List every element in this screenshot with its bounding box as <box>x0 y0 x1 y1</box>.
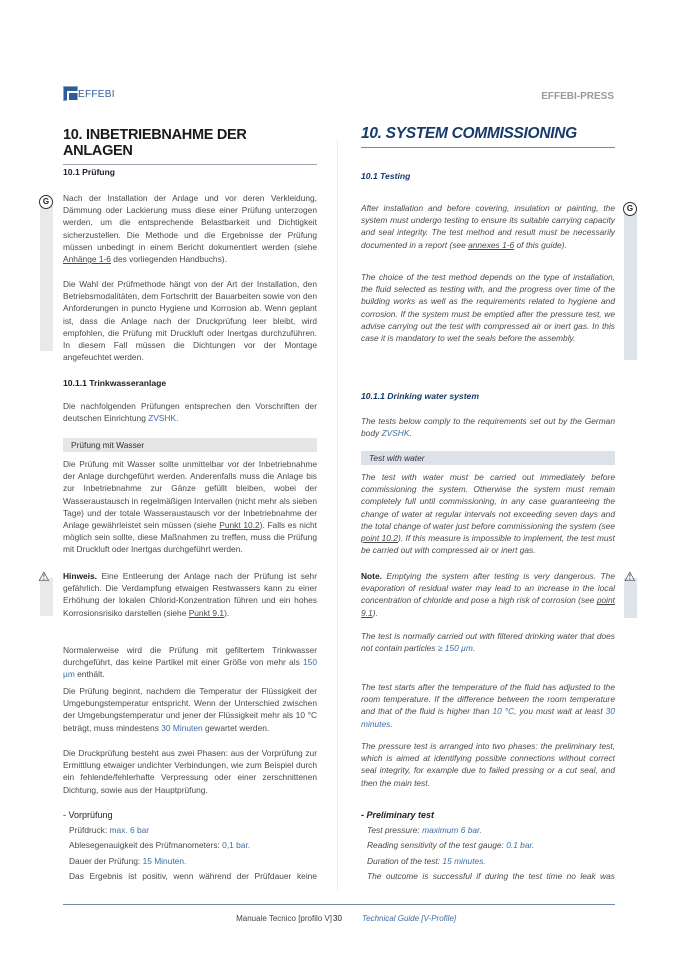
text: The test starts after the temperature of the fluid has adjusted to the room temperature. If the difference between the room temperature and that of the fluid is higher than <box>361 682 615 717</box>
general-sidebar-bar <box>624 212 637 360</box>
chapter-title-de: 10. INBETRIEBNAHME DER ANLAGEN <box>63 127 317 165</box>
paragraph <box>361 415 615 439</box>
warning-sidebar-bar <box>624 578 637 618</box>
logo-mark-icon <box>63 86 78 101</box>
text: Nach der Installation der Anlage und vor deren Verkleidung, Dämmung oder Lackierung muss diese einer Prüfung unterzogen werden, um die entsprechende Belastbarkeit und Dichtigkeit sicherzustellen. Die Methode und die Ergebnisse der Prüfung müssen unbedingt in einem Bericht dokumentiert werden (siehe <box>63 193 317 252</box>
text: gewartet werden. <box>202 722 270 733</box>
highlight: 0,1 bar. <box>222 840 251 851</box>
logo-text: EFFEBI <box>78 89 115 100</box>
note-label: Note. <box>361 571 382 581</box>
text: Die Wahl der Prüfmethode hängt von der Art der Installation, den Betriebsmodalitäten, dem Fortschritt der Bauarbeiten sowie von den Anforderungen in puncto Hygiene und Korrosion ab. Wenn geplant ist, dass die Anlage nach der Druckprüfung leer bleibt, wird empfohlen, die Prüfung mit Druckluft oder Inertgas durchzuführen. In diesem Fall müssen die Dichtungen vor der Montage angefeuchtet werden. <box>63 279 317 363</box>
list-item <box>361 870 615 882</box>
text: The pressure test is arranged into two phases: the preliminary test, which is aimed at identifying possible connections without correct seal integrity, for example due to failed pressing or a cut seal, and then the main test. <box>361 741 615 788</box>
section-title: 10.1 Testing <box>361 171 411 181</box>
list-title: - Vorprüfung <box>63 810 113 820</box>
highlight: 150 µm <box>63 657 317 680</box>
section-heading <box>361 170 615 182</box>
warning-icon: ⚠ <box>624 569 636 584</box>
text: Die Prüfung mit Wasser sollte unmittelbar vor der Inbetriebnahme der Anlage durchgeführt werden. Anderenfalls muss die Anlage bis zur Inbetriebnahme zur Gänze gefüllt bleiben, wobei der Wasseraustausch in regelmäßigen Intervallen (nicht mehr als sieben Tage) und der totale Wasseraustausch vor der Inbetriebnahme der Anlage gewährleistet sein müssen (siehe <box>63 459 317 531</box>
highlight: maximum 6 bar. <box>422 825 482 836</box>
text: Die nachfolgenden Prüfungen entsprechen den Vorschriften der deutschen Einrichtung <box>63 401 317 424</box>
text: The outcome is successful if during the test time no leak was <box>367 870 615 881</box>
brand-label: EFFEBI-PRESS <box>541 91 614 102</box>
highlight: 15 minutes. <box>442 855 486 866</box>
section-title: 10.1.1 Trinkwasseranlage <box>63 378 167 388</box>
text: Eine Entleerung der Anlage nach der Prüfung ist sehr gefährlich. Die Verdampfung etwaigen Restwassers kann zu einer Erhöhung der lokalen Chlorid-Konzentration führen und ein hohes Korrosionsrisiko darstellen (siehe <box>63 571 317 618</box>
paragraph <box>63 400 317 424</box>
text: . <box>472 643 476 654</box>
list-item <box>63 824 317 836</box>
text: des vorliegenden Handbuchs). <box>110 254 227 265</box>
text: Duration of the test: <box>367 855 443 866</box>
paragraph <box>63 685 317 734</box>
highlight: 15 Minuten. <box>142 855 187 866</box>
chapter-title-en: 10. SYSTEM COMMISSIONING <box>361 125 615 148</box>
list-item <box>63 839 317 851</box>
text: ). <box>224 607 230 618</box>
paragraph <box>63 458 317 556</box>
annex-link[interactable]: annexes 1-6 <box>468 239 515 250</box>
paragraph <box>63 747 317 796</box>
text: Die Druckprüfung besteht aus zwei Phasen: aus der Vorprüfung zur Ermittlung etwaiger undichter Verbindungen, wie zum Beispiel durch ein fehlende/fehlerhafte Verpressung oder einer zerschnittenen Dichtung, sowie aus der Hauptprüfung. <box>63 748 317 795</box>
paragraph <box>63 278 317 363</box>
text: Reading sensitivity of the test gauge: <box>367 840 507 851</box>
paragraph <box>361 202 615 251</box>
point-link[interactable]: Punkt 10.2 <box>219 520 260 531</box>
subsection-band <box>361 451 615 465</box>
text: Normalerweise wird die Prüfung mit gefiltertem Trinkwasser durchgeführt, das keine Partikel mit einer Größe von mehr als <box>63 645 317 668</box>
test-list <box>361 809 615 885</box>
paragraph <box>361 740 615 789</box>
section-title: 10.1 Prüfung <box>63 167 116 177</box>
highlight: 10 °C <box>492 706 515 717</box>
subsection-title: Prüfung mit Wasser <box>63 438 317 452</box>
point-link[interactable]: point 9.1 <box>361 595 615 618</box>
section-title: 10.1.1 Drinking water system <box>361 391 479 401</box>
section-heading <box>63 377 317 389</box>
text: Test pressure: <box>367 825 423 836</box>
point-link[interactable]: point 10.2 <box>361 533 398 544</box>
text: The test is normally carried out with filtered drinking water that does not contain particles <box>361 631 615 654</box>
section-heading <box>361 390 615 402</box>
footer-manual-de: Manuale Tecnico [profilo V] <box>236 914 332 923</box>
annex-link[interactable]: Anhänge 1-6 <box>63 254 111 265</box>
warning-note <box>361 570 615 619</box>
footer-manual-en: Technical Guide [V-Profile] <box>362 914 457 923</box>
page-number: 30 <box>333 914 342 923</box>
list-item <box>361 855 615 867</box>
column-divider <box>337 140 338 890</box>
text: . <box>176 413 179 424</box>
list-title: - Preliminary test <box>361 810 435 820</box>
text: Emptying the system after testing is very dangerous. The evaporation of residual water may lead to an increase in the local concentration of chloride and pose a high risk of corrosion (see <box>361 571 615 606</box>
effebi-logo <box>63 86 115 102</box>
section-heading <box>63 166 317 178</box>
general-sidebar-bar <box>40 205 53 351</box>
subsection-band <box>63 438 317 452</box>
subsection-title: Test with water <box>361 451 615 465</box>
test-list <box>63 809 317 885</box>
text: Das Ergebnis ist positiv, wenn während der Prüfdauer keine <box>69 870 317 881</box>
text: , you must wait at least <box>514 706 606 717</box>
footer-rule <box>63 904 615 905</box>
note-label: Hinweis. <box>63 571 97 581</box>
paragraph <box>63 644 317 681</box>
warning-icon: ⚠ <box>38 569 50 584</box>
list-item <box>361 839 615 851</box>
text: After installation and before covering, insulation or painting, the system must undergo testing to ensure its suitable carrying capacity and seal integrity. The test method and result must be necessarily documented in a report (see <box>361 203 615 250</box>
text: enthält. <box>74 669 105 680</box>
highlight: ZVSHK <box>381 428 410 439</box>
highlight: ZVSHK <box>148 413 177 424</box>
paragraph <box>361 630 615 654</box>
highlight: max. 6 bar <box>109 825 150 836</box>
general-marker-icon: G <box>623 202 637 216</box>
text: The choice of the test method depends on the type of installation, the fluid selected as testing with, and the progress over time of the building works as well as the requirements related to hygiene and corrosion. If the system must be emptied after the pressure test, we advise carrying out the test with compressed air or inert gas. In this case it is mandatory to wet the seals before the assembly. <box>361 272 615 344</box>
text: of this guide). <box>514 239 567 250</box>
text: ). If this measure is impossible to implement, the test must be carried out with compressed air or inert gas. <box>361 533 615 556</box>
general-marker-icon: G <box>39 195 53 209</box>
text: . <box>409 428 412 439</box>
text: Die Prüfung beginnt, nachdem die Temperatur der Flüssigkeit der Umgebungstemperatur entspricht. Wenn der Unterschied zwischen der Umgebungstemperatur und jener der Flüssigkeit mehr als 10 °C beträgt, muss mindestens <box>63 686 317 733</box>
paragraph <box>361 471 615 556</box>
paragraph <box>361 681 615 730</box>
highlight: 30 Minuten <box>161 722 203 733</box>
paragraph <box>361 271 615 344</box>
text: Prüfdruck: <box>69 825 110 836</box>
text: The tests below comply to the requirements set out by the German body <box>361 416 615 439</box>
point-link[interactable]: Punkt 9.1 <box>188 607 225 618</box>
list-item <box>63 855 317 867</box>
list-item <box>361 824 615 836</box>
text: Dauer der Prüfung: <box>69 855 143 866</box>
list-item <box>63 870 317 882</box>
text: Ablesegenauigkeit des Prüfmanometers: <box>69 840 223 851</box>
paragraph <box>63 192 317 265</box>
text: . <box>390 718 393 729</box>
text: The test with water must be carried out immediately before commissioning the system. Otherwise the system must remain completely full until commissioning, in any case guaranteeing the change of water at regular intervals not exceeding seven days and the total change of water just before commissioning the system (see <box>361 472 615 531</box>
text: ). <box>372 607 378 618</box>
warning-note <box>63 570 317 619</box>
highlight: 30 minutes <box>361 706 615 729</box>
text: ). Falls es nicht möglich sein sollte, diese Maßnahmen zu treffen, muss die Prüfung mit Druckluft oder Inertgas durchgeführt werden. <box>63 520 317 555</box>
highlight: 0.1 bar. <box>506 840 535 851</box>
highlight: ≥ 150 µm <box>437 643 473 654</box>
